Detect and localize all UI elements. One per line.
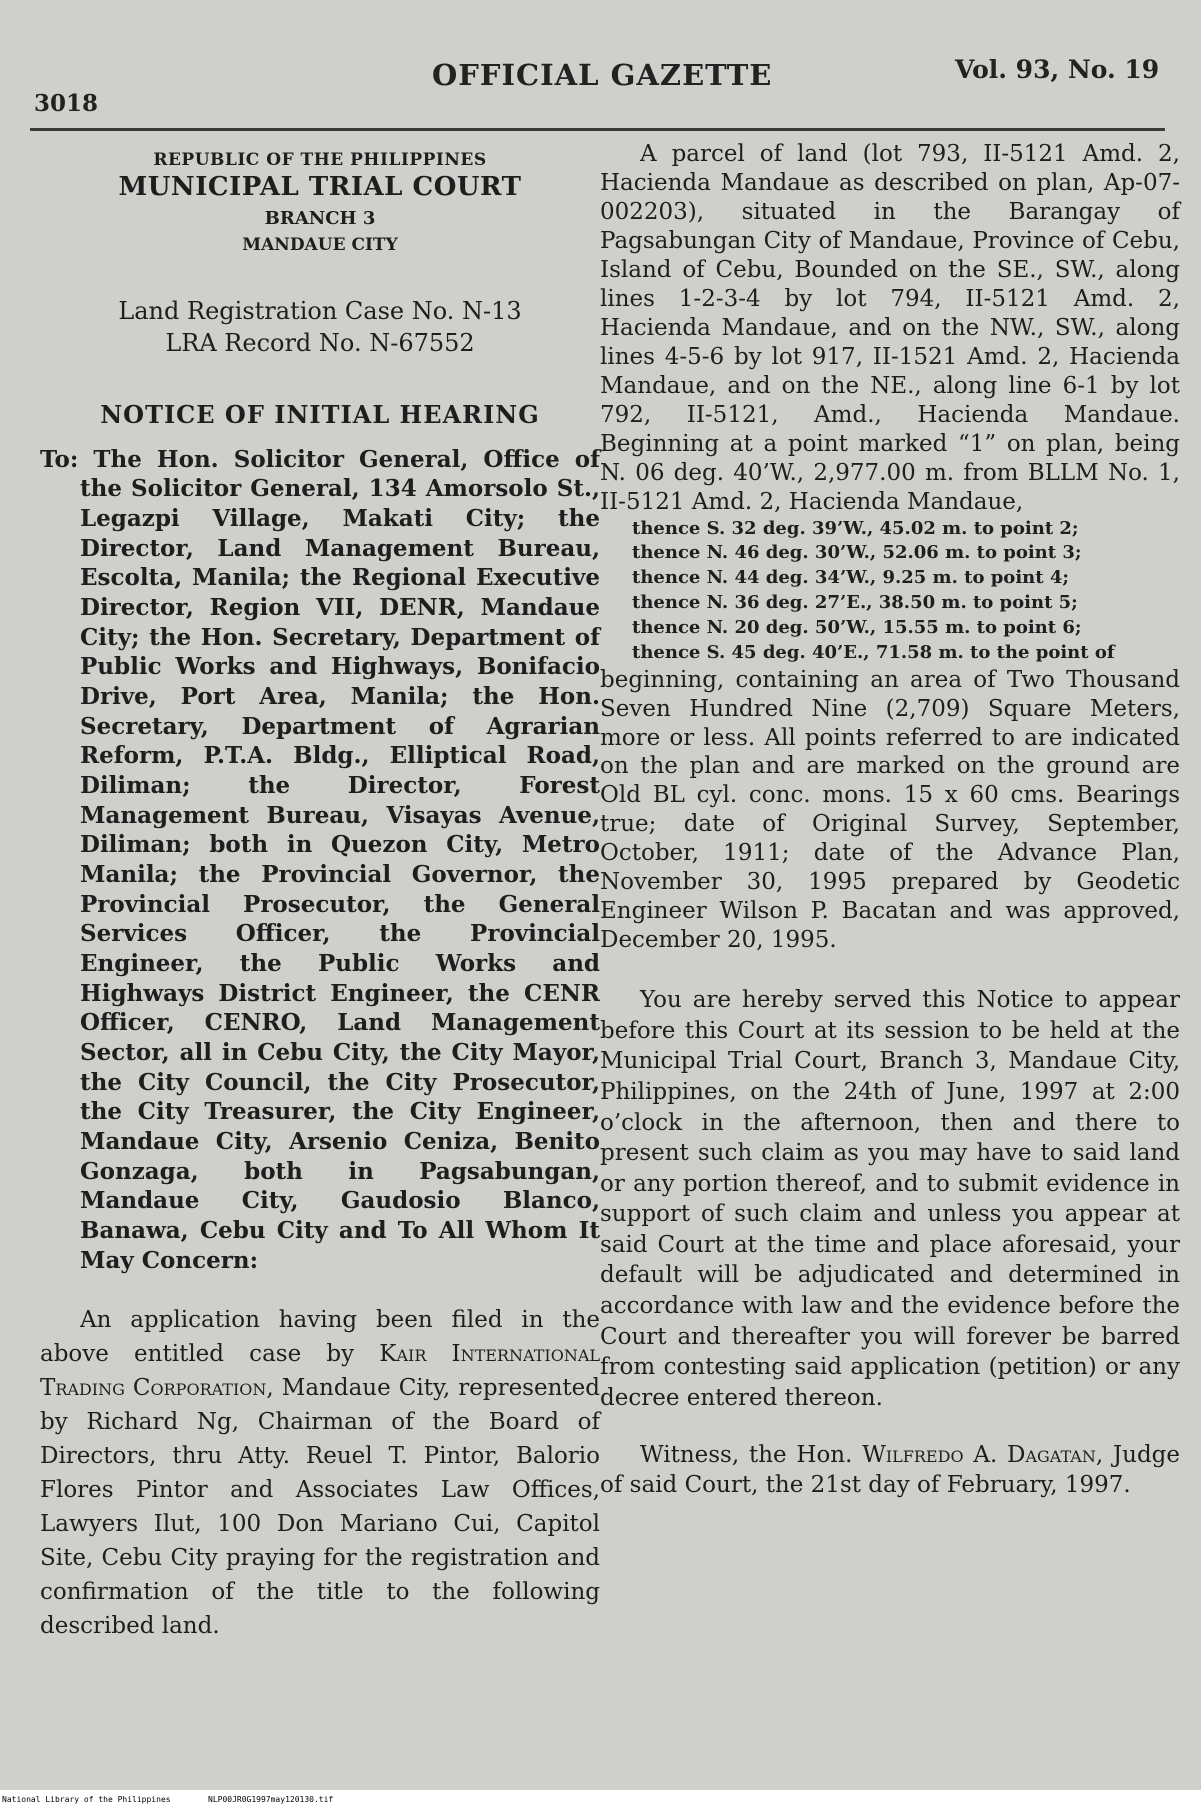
page-header xyxy=(0,0,1201,140)
court-name: MUNICIPAL TRIAL COURT xyxy=(118,172,522,202)
application-intro: An application having been filed in the above entitled case by xyxy=(40,1307,600,1368)
witness-paragraph xyxy=(600,1441,1180,1501)
application-rest: , Mandaue City, represented by Richard Ng, Chairman of the Board of Directors, thru Atty. Reuel T. Pintor, Balorio Flores Pintor and Associates Law Offices, Lawyers Ilut, 100 Don Mariano Cui, Capitol Site, Cebu City praying for the registration and confirmation of the title to the following described land. xyxy=(40,1375,600,1640)
bearing-line: thence N. 20 deg. 50’W., 15.55 m. to point 6; xyxy=(632,616,1082,638)
bearing-line: thence N. 36 deg. 27’E., 38.50 m. to point 5; xyxy=(632,592,1078,614)
witness-prefix: Witness, the Hon. xyxy=(640,1442,853,1469)
header-rule xyxy=(30,128,1165,131)
notice-title: NOTICE OF INITIAL HEARING xyxy=(100,399,540,429)
bearings-list xyxy=(600,517,1180,666)
court-heading xyxy=(40,150,600,255)
notice-paragraph: You are hereby served this Notice to appear before this Court at its session to be held at the Municipal Trial Court, Branch 3, Mandaue City, Philippines, on the 24th of June, 1997 at 2:00 o’clock in the afternoon, then and there to present such claim as you may have to said land or any portion thereof, and to submit evidence in support of such claim and unless you appear at said Court at the time and place aforesaid, your default will be adjudicated and determined in accordance with law and the evidence before the Court and thereafter you will forever be barred from contesting said application (petition) or any decree entered thereon. xyxy=(600,987,1180,1411)
court-branch: BRANCH 3 xyxy=(264,208,376,229)
addressee-text: The Hon. Solicitor General, Office of the Solicitor General, 134 Amorsolo St., Legazpi Village, Makati City; the Director, Land Management Bureau, Escolta, Manila; the Regional Executive Director, Region VII, DENR, Mandaue City; the Hon. Secretary, Department of Public Works and Highways, Bonifacio Drive, Port Area, Manila; the Hon. Secretary, Department of Agrarian Reform, P.T.A. Bldg., Elliptical Road, Diliman; the Director, Forest Management Bureau, Visayas Avenue, Diliman; both in Quezon City, Metro Manila; the Provincial Governor, the Provincial Prosecutor, the General Services Officer, the Provincial Engineer, the Public Works and Highways District Engineer, the CENR Officer, CENRO, Land Management Sector, all in Cebu City, the City Mayor, the City Council, the City Prosecutor, the City Treasurer, the City Engineer, Mandaue City, Arsenio Ceniza, Benito Gonzaga, both in Pagsabungan, Mandaue City, Gaudosio Blanco, Banawa, Cebu City and To All Whom It May Concern: xyxy=(80,445,600,1274)
bearing-line: thence N. 46 deg. 30’W., 52.06 m. to point 3; xyxy=(632,542,1082,564)
addressee-block xyxy=(40,445,600,1275)
gazette-title: OFFICIAL GAZETTE xyxy=(432,58,773,92)
bearing-line: thence S. 45 deg. 40’E., 71.58 m. to the point of xyxy=(632,641,1115,663)
addressee-label: To: xyxy=(40,445,79,473)
court-city: MANDAUE CITY xyxy=(242,235,398,255)
case-numbers xyxy=(40,295,600,360)
left-column xyxy=(40,140,600,1643)
right-column xyxy=(600,140,1180,1501)
scan-filename: NLP00JR0G1997may120130.tif xyxy=(208,1795,334,1804)
land-closing: beginning, containing an area of Two Thousand Seven Hundred Nine (2,709) Square Meters, more or less. All points referred to are indicated on the plan and are marked on the ground are Old BL cyl. conc. mons. 15 x 60 cms. Bearings true; date of Original Survey, September, October, 1911; date of the Advance Plan, November 30, 1995 prepared by Geodetic Engineer Wilson P. Bacatan and was approved, December 20, 1995. xyxy=(600,666,1180,954)
application-paragraph xyxy=(40,1303,600,1643)
volume-number: Vol. 93, No. 19 xyxy=(955,55,1160,84)
bearing-line: thence S. 32 deg. 39’W., 45.02 m. to point 2; xyxy=(632,517,1079,539)
page-number: 3018 xyxy=(34,90,99,117)
library-credit: National Library of the Philippines xyxy=(2,1795,171,1804)
land-description: A parcel of land (lot 793, II-5121 Amd. 2, Hacienda Mandaue as described on plan, Ap-07-002203), situated in the Barangay of Pagsabungan City of Mandaue, Province of Cebu, Island of Cebu, Bounded on the SE., SW., along lines 1-2-3-4 by lot 794, II-5121 Amd. 2, Hacienda Mandaue, and on the NW., SW., along lines 4-5-6 by lot 917, II-1521 Amd. 2, Hacienda Mandaue, and on the NE., along line 6-1 by lot 792, II-5121, Amd., Hacienda Mandaue. Beginning at a point marked “1” on plan, being N. 06 deg. 40’W., 2,977.00 m. from BLLM No. 1, II-5121 Amd. 2, Hacienda Mandaue, xyxy=(600,141,1180,515)
land-registration-case: Land Registration Case No. N-13 xyxy=(118,297,522,325)
bearing-line: thence N. 44 deg. 34’W., 9.25 m. to point 4; xyxy=(632,567,1069,589)
witness-suffix: , Judge of said Court, the 21st day of February, 1997. xyxy=(600,1442,1181,1499)
scan-footer xyxy=(0,1790,1201,1808)
court-republic: REPUBLIC OF THE PHILIPPINES xyxy=(153,150,487,170)
judge-name: Wilfredo A. Dagatan xyxy=(862,1442,1096,1469)
applicant-name: Kair International Trading Corporation xyxy=(40,1341,600,1402)
lra-record: LRA Record No. N-67552 xyxy=(165,329,475,358)
